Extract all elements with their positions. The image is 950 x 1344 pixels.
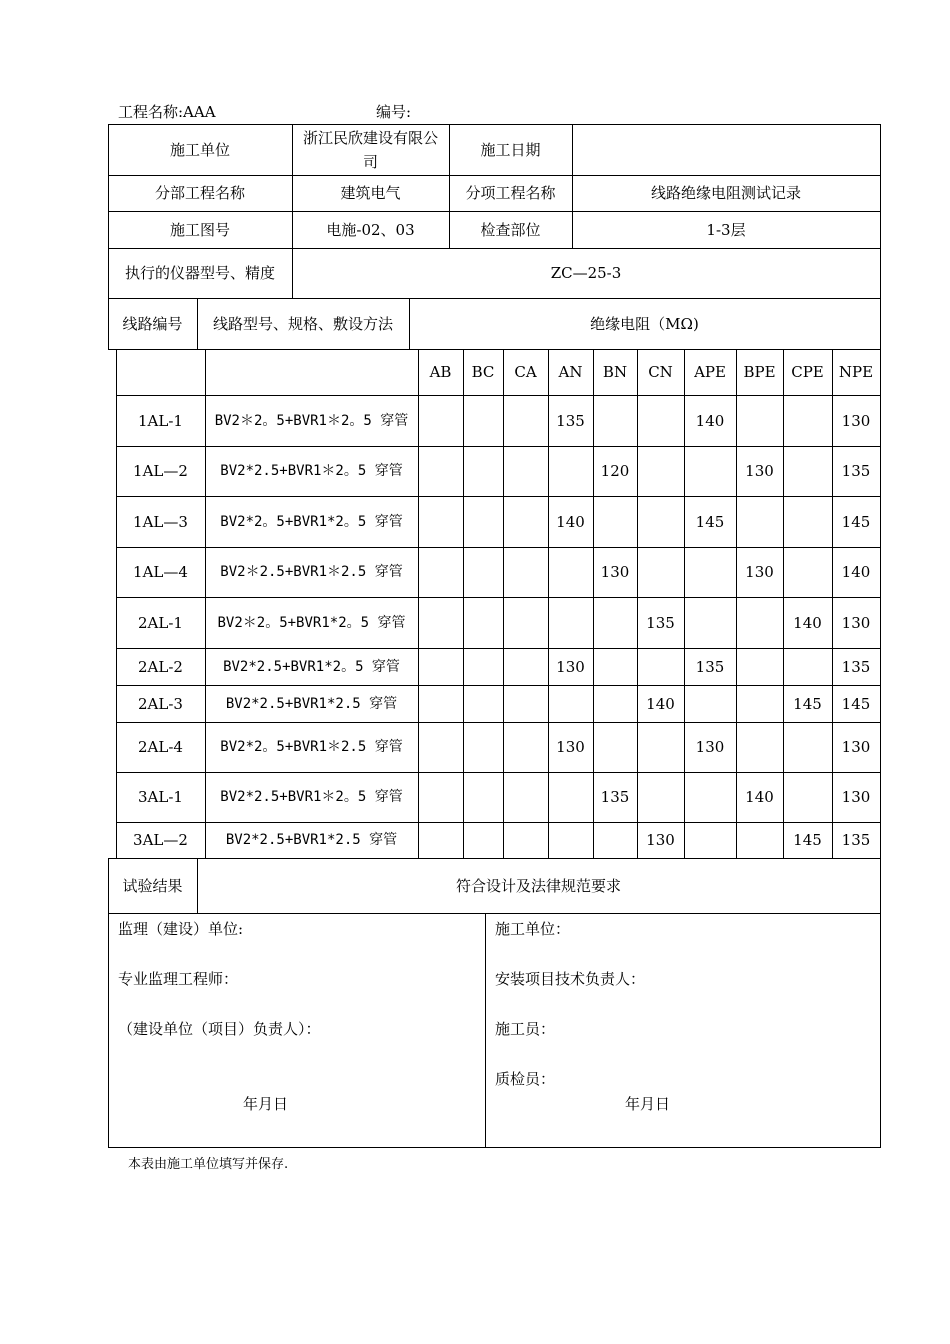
check-part-value: 1-3层: [706, 220, 746, 239]
resistance-value: [548, 597, 593, 648]
circuit-spec: BV2*2。5+BVR1*2。5 穿管: [220, 513, 403, 530]
resistance-value: [548, 547, 593, 597]
resistance-value: 130: [745, 462, 774, 480]
resistance-value: [783, 395, 832, 446]
resistance-value: [503, 446, 548, 496]
resistance-value: 130: [556, 657, 585, 676]
drawing-no-value: 电施-02、03: [326, 220, 415, 239]
circuit-spec: BV2*2.5+BVR1*2。5 穿管: [223, 658, 400, 675]
phase-header: BN: [602, 363, 628, 381]
resistance-value: [548, 822, 593, 858]
resistance-value: 140: [793, 613, 822, 632]
resistance-value: 140: [556, 512, 585, 531]
resistance-value: [684, 772, 736, 822]
resistance-value: [736, 648, 783, 685]
resistance-value: [418, 822, 463, 858]
resistance-value: [637, 722, 684, 772]
resistance-value: 130: [646, 831, 675, 849]
resistance-value: [684, 547, 736, 597]
right-date: 年月日: [625, 1095, 671, 1113]
resistance-value: 130: [600, 563, 630, 581]
resistance-value: 135: [841, 462, 871, 480]
resistance-value: [418, 547, 463, 597]
phase-header: NPE: [838, 363, 874, 381]
check-part-label: 检查部位: [480, 220, 541, 239]
resistance-value: 130: [695, 738, 725, 756]
resistance-value: [503, 547, 548, 597]
phase-header: BPE: [743, 363, 776, 381]
resistance-value: [736, 722, 783, 772]
circuit-id: 1AL—2: [133, 462, 188, 480]
tech-lead: 安装项目技术负责人：: [495, 970, 646, 988]
phase-header: AB: [429, 363, 452, 381]
resistance-value: [463, 496, 503, 547]
resistance-value: [736, 395, 783, 446]
resistance-value: [418, 395, 463, 446]
insulation-resistance-header: 绝缘电阻（MΩ): [590, 314, 699, 333]
resistance-value: [418, 722, 463, 772]
resistance-value: [503, 395, 548, 446]
resistance-value: 130: [841, 411, 871, 430]
supervision-unit: 监理（建设）单位:: [118, 920, 244, 938]
phase-header: APE: [694, 363, 726, 381]
resistance-value: [463, 597, 503, 648]
resistance-value: [418, 597, 463, 648]
resistance-value: [463, 772, 503, 822]
circuit-spec: BV2*2.5+BVR1*2.5 穿管: [225, 832, 398, 848]
circuit-spec: BV2*2.5+BVR1*2.5 穿管: [225, 695, 398, 712]
resistance-value: [593, 722, 637, 772]
resistance-value: [503, 772, 548, 822]
resistance-value: [593, 822, 637, 858]
resistance-value: [548, 446, 593, 496]
drawing-no-label: 施工图号: [169, 220, 230, 239]
resistance-value: 135: [600, 788, 630, 806]
circuit-spec: BV2＊2。5+BVR1*2。5 穿管: [217, 614, 406, 631]
resistance-value: 135: [695, 657, 725, 676]
resistance-value: 120: [600, 462, 630, 480]
instrument-label: 执行的仪器型号、精度: [124, 264, 275, 282]
owner-representative: （建设单位（项目）负责人）：: [118, 1020, 321, 1038]
circuit-id: 1AL—4: [133, 563, 188, 581]
resistance-value: [637, 395, 684, 446]
resistance-value: [637, 496, 684, 547]
resistance-value: 140: [745, 788, 774, 806]
resistance-value: 145: [793, 694, 822, 713]
circuit-spec: BV2＊2。5+BVR1＊2。5 穿管: [214, 412, 409, 429]
resistance-value: [418, 446, 463, 496]
item-project-value: 线路绝缘电阻测试记录: [650, 184, 801, 202]
circuit-id: 2AL-2: [138, 657, 183, 676]
resistance-value: [463, 822, 503, 858]
resistance-value: [736, 496, 783, 547]
result-label: 试验结果: [122, 876, 183, 895]
circuit-spec: BV2＊2.5+BVR1＊2.5 穿管: [220, 564, 403, 580]
resistance-value: [463, 648, 503, 685]
instrument-value: ZC—25-3: [550, 264, 622, 282]
construction-unit-value: 浙江民欣建设有限公司: [302, 128, 438, 171]
phase-header: CA: [514, 363, 537, 381]
resistance-value: [593, 648, 637, 685]
resistance-value: [637, 547, 684, 597]
supervision-engineer: 专业监理工程师：: [118, 970, 239, 988]
phase-header: CPE: [791, 363, 824, 381]
resistance-value: [548, 685, 593, 722]
resistance-value: [418, 685, 463, 722]
sub-project-value: 建筑电气: [340, 184, 401, 202]
circuit-id: 2AL-1: [138, 613, 183, 632]
resistance-value: [736, 597, 783, 648]
resistance-value: [503, 648, 548, 685]
circuit-type-header: 线路型号、规格、敷设方法: [212, 314, 393, 333]
resistance-value: [783, 547, 832, 597]
quality-inspector: 质检员：: [495, 1070, 556, 1088]
resistance-value: 130: [556, 738, 585, 756]
item-project-label: 分项工程名称: [465, 184, 556, 202]
construction-unit-label: 施工单位: [169, 140, 230, 159]
resistance-value: [736, 822, 783, 858]
circuit-id: 3AL-1: [138, 788, 183, 806]
circuit-id: 1AL-1: [138, 411, 183, 430]
resistance-value: [503, 685, 548, 722]
construction-worker: 施工员：: [495, 1020, 556, 1038]
resistance-value: 145: [841, 512, 871, 531]
resistance-value: [463, 395, 503, 446]
phase-header: AN: [558, 363, 583, 381]
resistance-value: [593, 395, 637, 446]
resistance-value: [783, 648, 832, 685]
circuit-id: 2AL-3: [138, 694, 183, 713]
resistance-value: [783, 496, 832, 547]
resistance-value: [463, 722, 503, 772]
phase-header: BC: [471, 363, 495, 381]
resistance-value: 145: [695, 512, 725, 531]
resistance-value: [548, 772, 593, 822]
resistance-value: 135: [556, 411, 585, 430]
project-name: 工程名称:AAA: [118, 103, 216, 121]
circuit-spec: BV2*2。5+BVR1＊2.5 穿管: [220, 739, 403, 755]
circuit-spec: BV2*2.5+BVR1＊2。5 穿管: [220, 789, 403, 805]
resistance-value: [593, 496, 637, 547]
left-date: 年月日: [243, 1095, 289, 1113]
resistance-value: [783, 772, 832, 822]
circuit-id: 2AL-4: [138, 738, 183, 756]
resistance-value: [418, 648, 463, 685]
result-value: 符合设计及法律规范要求: [455, 876, 621, 895]
resistance-value: [637, 446, 684, 496]
resistance-value: [684, 685, 736, 722]
circuit-spec: BV2*2.5+BVR1＊2。5 穿管: [220, 463, 403, 479]
resistance-value: 140: [841, 563, 871, 581]
resistance-value: [783, 446, 832, 496]
resistance-value: [418, 772, 463, 822]
resistance-value: [736, 685, 783, 722]
resistance-value: [593, 597, 637, 648]
resistance-value: [463, 446, 503, 496]
resistance-value: [418, 496, 463, 547]
resistance-value: 135: [646, 613, 675, 632]
resistance-value: [637, 648, 684, 685]
resistance-value: [503, 496, 548, 547]
resistance-value: [684, 597, 736, 648]
circuit-id: 3AL—2: [133, 831, 188, 849]
resistance-value: 135: [841, 831, 871, 849]
resistance-value: [503, 822, 548, 858]
resistance-value: [463, 547, 503, 597]
resistance-value: [684, 822, 736, 858]
resistance-value: [637, 772, 684, 822]
resistance-value: [593, 685, 637, 722]
contractor-unit: 施工单位：: [495, 920, 571, 938]
resistance-value: 140: [695, 411, 725, 430]
resistance-value: 130: [841, 788, 871, 806]
construction-date-label: 施工日期: [480, 140, 541, 159]
resistance-value: 130: [841, 613, 871, 632]
construction-date-value: [572, 124, 880, 175]
resistance-value: [503, 722, 548, 772]
resistance-value: 140: [646, 694, 675, 713]
resistance-value: [503, 597, 548, 648]
resistance-value: 135: [841, 657, 871, 676]
resistance-value: [684, 446, 736, 496]
resistance-value: [463, 685, 503, 722]
circuit-no-header: 线路编号: [122, 314, 183, 333]
sub-project-label: 分部工程名称: [154, 184, 245, 202]
circuit-id: 1AL—3: [133, 512, 188, 531]
resistance-value: 145: [841, 694, 871, 713]
resistance-value: 130: [841, 738, 871, 756]
resistance-value: [783, 722, 832, 772]
phase-header: CN: [648, 363, 673, 381]
resistance-value: 130: [745, 563, 774, 581]
resistance-value: 145: [793, 831, 822, 849]
number-label: 编号:: [376, 103, 412, 121]
footnote: 本表由施工单位填写并保存.: [128, 1157, 289, 1172]
